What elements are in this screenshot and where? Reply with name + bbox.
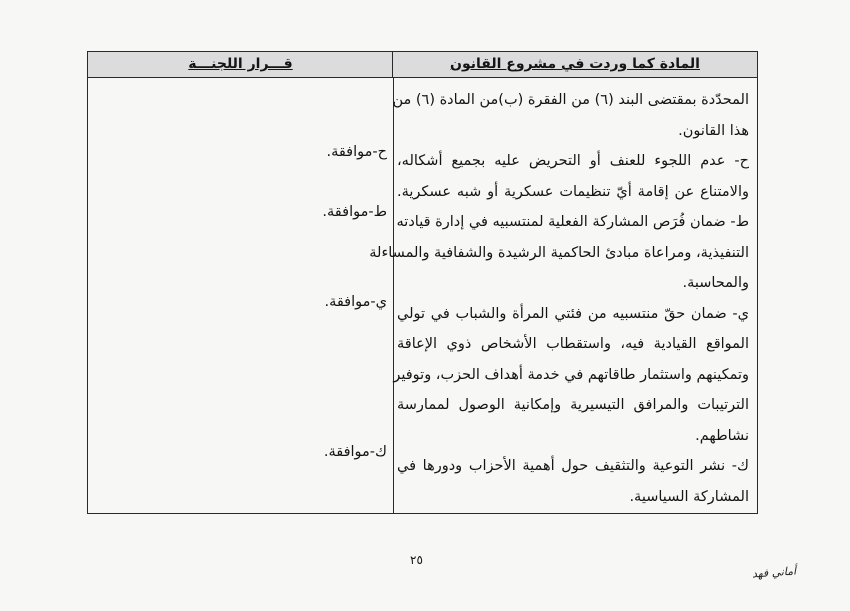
article-line: المواقع القيادية فيه، واستقطاب الأشخاص ذوي الإعاقة bbox=[397, 336, 749, 352]
article-line: المحدّدة بمقتضى البند (٦) من الفقرة (ب)من المادة (٦) من bbox=[392, 92, 749, 108]
decision-kaf: ك-موافقة. bbox=[323, 444, 387, 460]
article-line: الترتيبات والمرافق التيسيرية وإمكانية الوصول لممارسة bbox=[397, 397, 749, 413]
article-line: هذا القانون. bbox=[678, 122, 749, 139]
header-decision: قـــرار اللجنـــة bbox=[188, 56, 293, 72]
article-line: والامتناع عن إقامة أيّ تنظيمات عسكرية أو شبه عسكرية. bbox=[397, 183, 749, 200]
decision-ha: ح-موافقة. bbox=[326, 144, 387, 160]
column-divider bbox=[393, 77, 394, 513]
article-line: التنفيذية، ومراعاة مبادئ الحاكمية الرشيدة والشفافية والمساءلة bbox=[369, 244, 749, 261]
signature: أماني فهد bbox=[751, 564, 797, 581]
header-article: المادة كما وردت في مشروع القانون bbox=[392, 52, 757, 77]
decision-ya: ي-موافقة. bbox=[324, 294, 387, 310]
article-line: والمحاسبة. bbox=[682, 275, 749, 291]
article-text bbox=[369, 85, 749, 512]
article-line: ط- ضمان فُرَص المشاركة الفعلية لمنتسبيه في إدارة قيادته bbox=[396, 214, 749, 230]
article-line: ك- نشر التوعية والتثقيف حول أهمية الأحزاب ودورها في bbox=[397, 458, 749, 474]
decision-ta: ط-موافقة. bbox=[322, 204, 387, 220]
article-line: ح- عدم اللجوء للعنف أو التحريض عليه بجميع أشكاله، bbox=[397, 153, 749, 169]
table-header-row bbox=[88, 52, 757, 78]
article-table bbox=[87, 51, 758, 514]
article-line: نشاطهم. bbox=[695, 427, 749, 444]
page-number: ٢٥ bbox=[410, 553, 423, 567]
article-line: ي- ضمان حقّ منتسبيه من فئتي المرأة والشباب في تولي bbox=[397, 305, 749, 322]
article-line: المشاركة السياسية. bbox=[629, 488, 749, 505]
article-line: وتمكينهم واستثمار طاقاتهم في خدمة أهداف الحزب، وتوفير bbox=[393, 366, 749, 383]
